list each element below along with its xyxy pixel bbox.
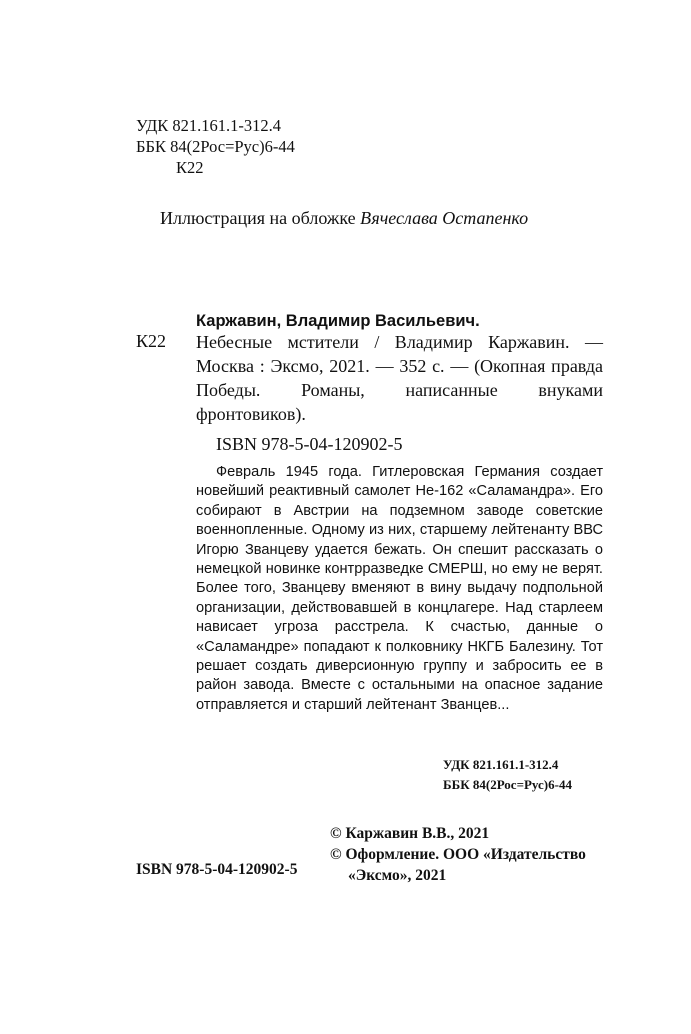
entry-author: Каржавин, Владимир Васильевич. [196, 312, 480, 330]
illustration-prefix: Иллюстрация на обложке [160, 208, 361, 228]
udk-code: УДК 821.161.1-312.4 [136, 116, 282, 135]
bottom-udk: УДК 821.161.1-312.4 [443, 757, 559, 772]
annotation-paragraph: Февраль 1945 года. Гитлеровская Германия создает новейший реактивный самолет Не-162 «Саламандра». Его собирают в Австрии на подземном заводе советские военнопленные. Одному из них, старшему лейтенанту ВВС Игорю Званцеву удается бежать. Он спешит рассказать о немецкой новинке контрразведке СМЕРШ, но ему не верят. Более того, Званцеву вменяют в вину выдачу подпольной организации, действовавшей в концлагере. Над старлеем нависает угроза расстрела. К счастью, данные о «Саламандре» попадают к полковнику НКГБ Балезину. Тот решает создать диверсионную группу и забросить ее в район завода. Вместе с остальными на опасное задание отправляется и старший лейтенант Званцев... [196, 464, 603, 713]
copyright-block [330, 823, 586, 886]
isbn-bottom: ISBN 978-5-04-120902-5 [136, 861, 298, 878]
bibliographic-description [196, 330, 603, 426]
bibliographic-text: Небесные мстители / Владимир Каржавин. — Москва : Эксмо, 2021. — 352 с. — (Окопная правда Победы. Романы, написанные внуками фронтовиков). [196, 332, 603, 424]
illustration-credit [160, 208, 528, 229]
entry-isbn: ISBN 978-5-04-120902-5 [216, 434, 403, 454]
entry-code: К22 [136, 331, 167, 351]
illustration-artist: Вячеслава Остапенко [360, 208, 529, 228]
bbk-code: ББК 84(2Рос=Рус)6-44 [136, 137, 295, 156]
copyright-design: © Оформление. ООО «Издательство [330, 846, 586, 863]
copyright-design-cont: «Эксмо», 2021 [348, 867, 447, 884]
bottom-bbk: ББК 84(2Рос=Рус)6-44 [443, 777, 572, 792]
author-mark: К22 [176, 158, 204, 177]
bottom-classification [443, 755, 572, 795]
copyright-author: © Каржавин В.В., 2021 [330, 825, 490, 842]
classification-block [136, 115, 295, 178]
